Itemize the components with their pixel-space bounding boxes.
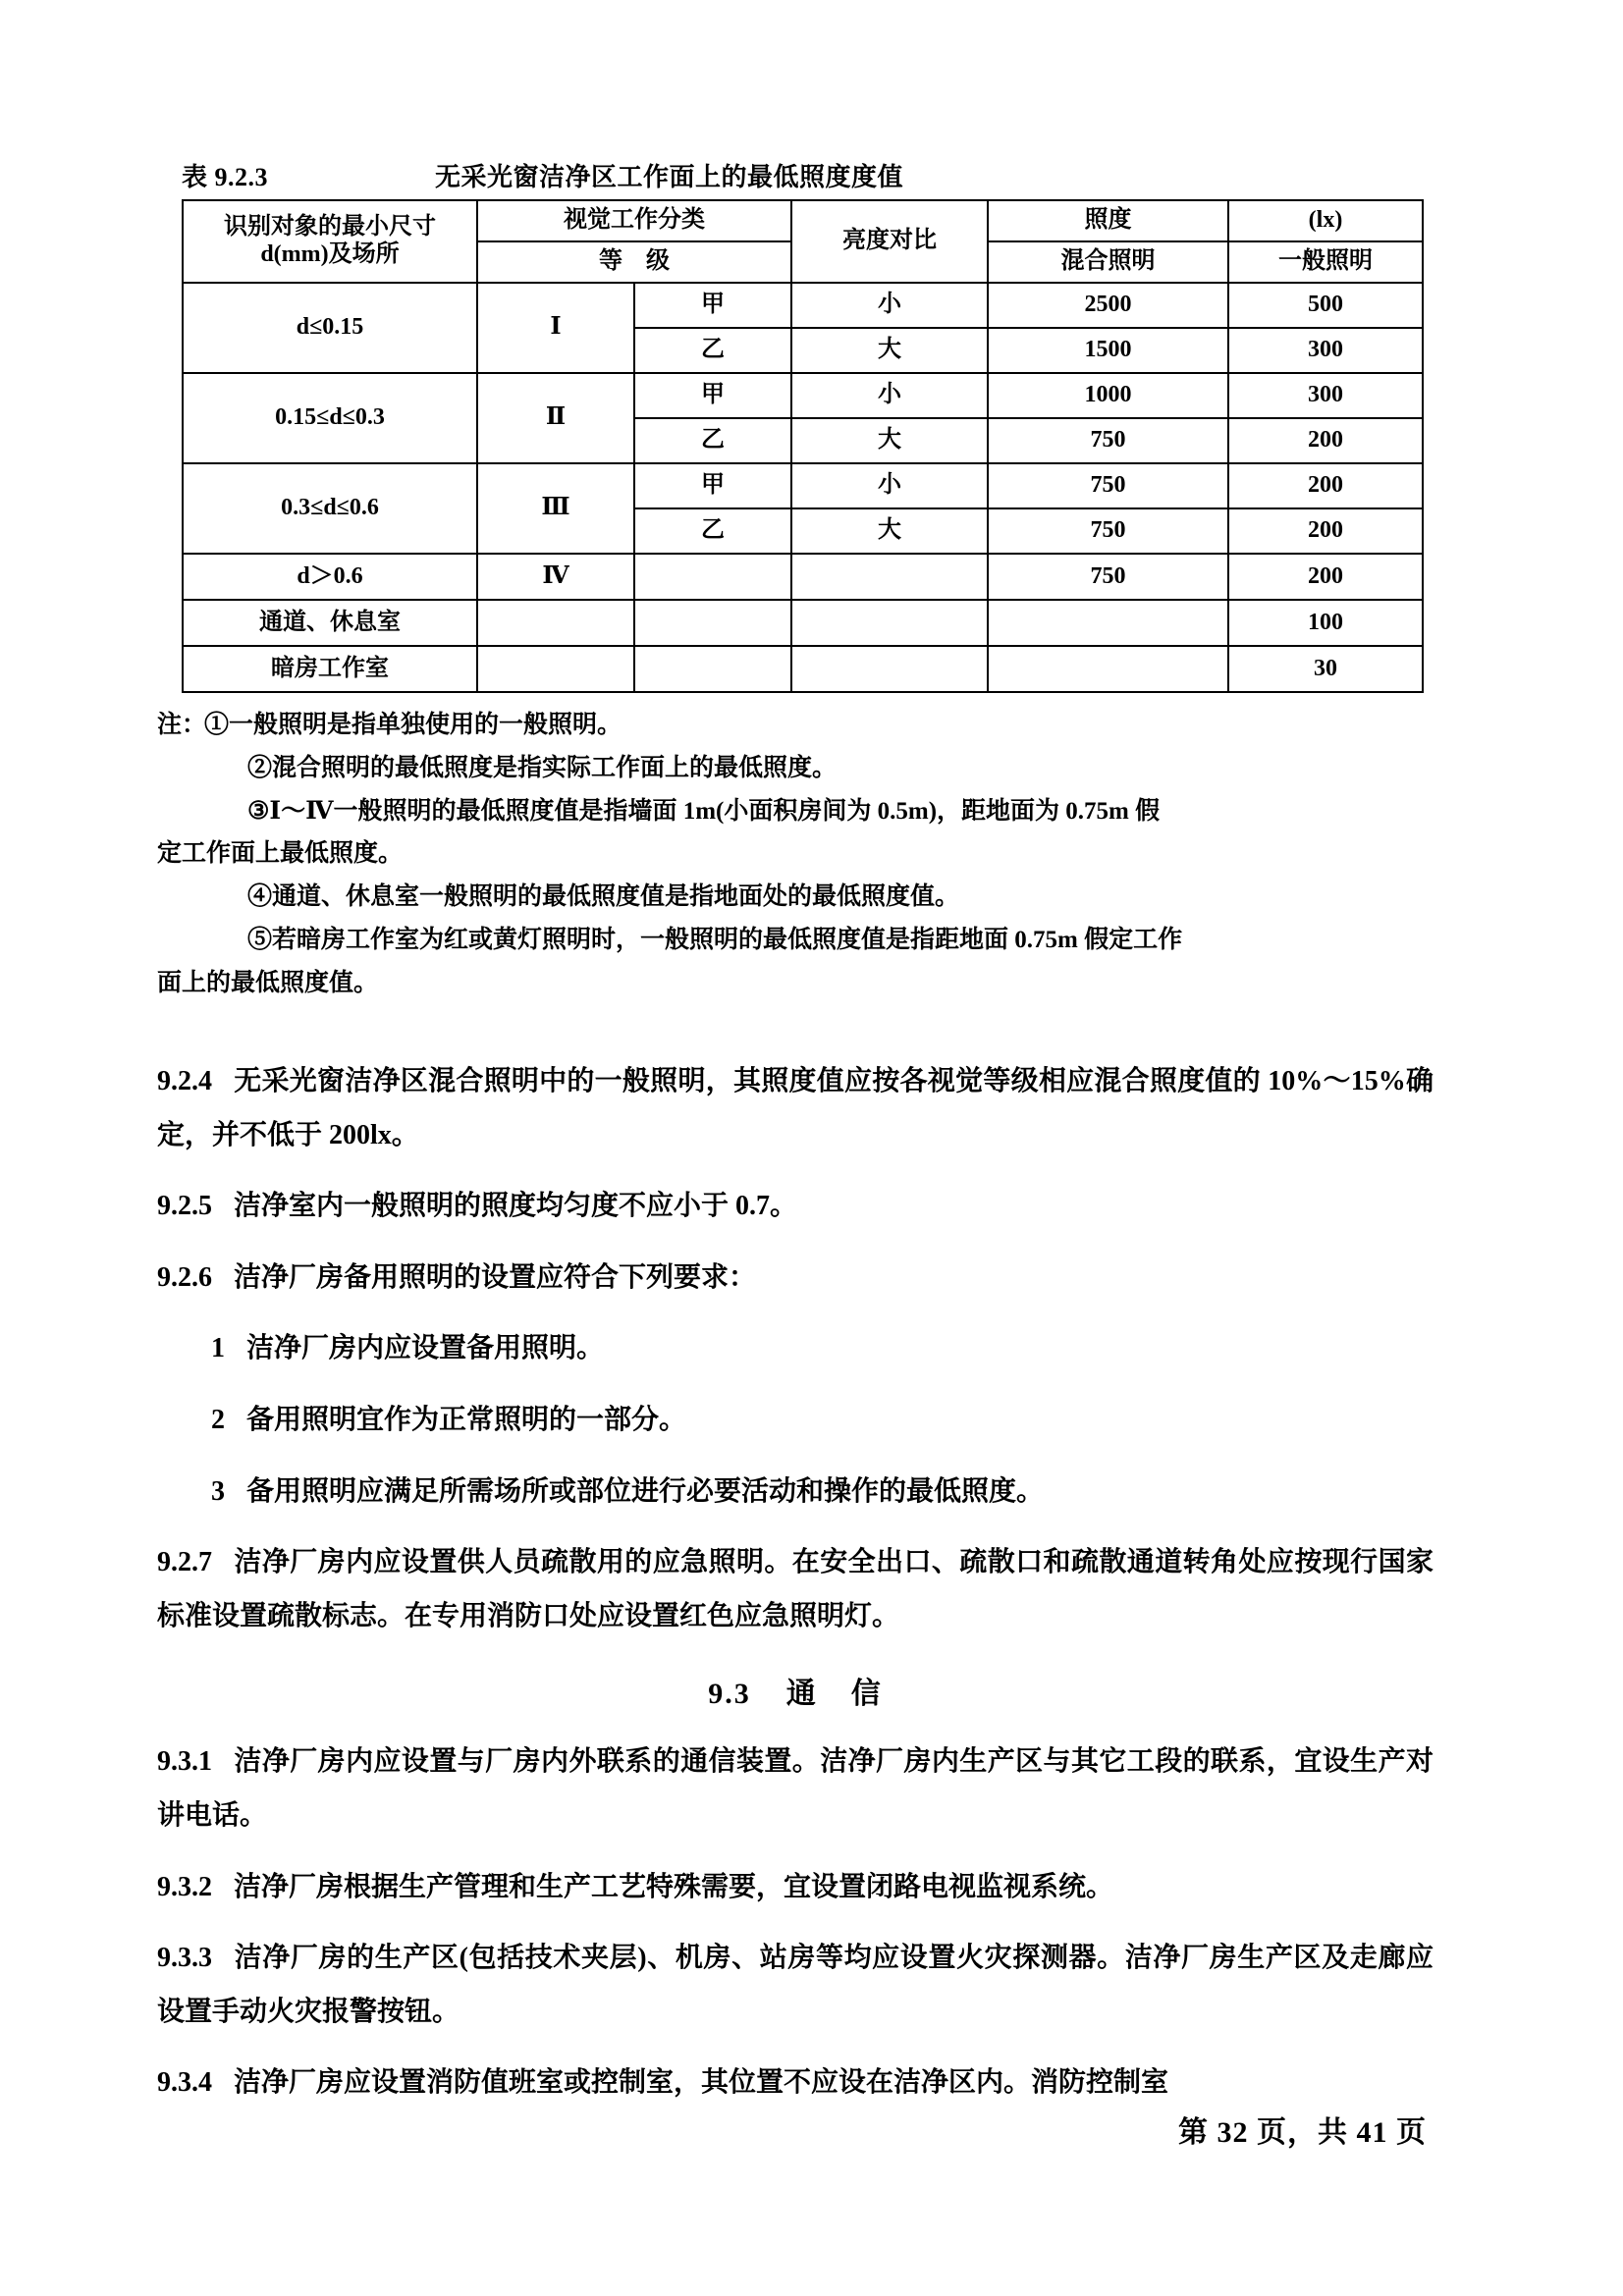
table-notes <box>157 704 1434 1004</box>
table-caption <box>182 157 1262 193</box>
table-row <box>183 283 1423 328</box>
table-header-row-1 <box>183 200 1423 241</box>
cell-general: 200 <box>1228 554 1423 600</box>
cell-grade: Ⅱ <box>477 373 634 463</box>
section-number: 9.3 <box>708 1678 751 1711</box>
item-3-number: 3 <box>211 1475 225 1507</box>
clause-9-3-4 <box>157 2056 1434 2110</box>
cell-mixed-b: 750 <box>988 508 1228 554</box>
header-general-lighting: 一般照明 <box>1228 241 1423 283</box>
note-1-text: ①一般照明是指单独使用的一般照明。 <box>204 712 622 738</box>
cell-contrast <box>791 600 988 646</box>
clause-9-2-7 <box>157 1536 1434 1643</box>
header-object-size-line2: d(mm)及场所 <box>260 241 400 267</box>
clause-9-2-6-item-2 <box>157 1394 1434 1448</box>
illuminance-table-wrapper <box>182 199 1422 693</box>
cell-mixed-a: 1000 <box>988 373 1228 418</box>
item-2-number: 2 <box>211 1404 225 1435</box>
cell-object-size: 暗房工作室 <box>183 646 477 692</box>
note-item-5: ⑤若暗房工作室为红或黄灯照明时，一般照明的最低照度值是指距地面 0.75m 假定工作 <box>247 926 1183 953</box>
cell-object-size: 0.3≤d≤0.6 <box>183 463 477 554</box>
section-heading-9-3 <box>157 1669 1434 1712</box>
cell-class <box>634 554 791 600</box>
table-caption-number: 表 9.2.3 <box>182 163 269 191</box>
cell-class-a: 甲 <box>634 373 791 418</box>
cell-general-a: 200 <box>1228 463 1423 508</box>
cell-grade <box>477 600 634 646</box>
header-object-size <box>183 200 477 283</box>
cell-mixed <box>988 646 1228 692</box>
item-1-number: 1 <box>211 1333 225 1364</box>
cell-general-b: 200 <box>1228 508 1423 554</box>
note-item-3: ③Ⅰ～Ⅳ一般照明的最低照度值是指墙面 1m(小面积房间为 0.5m)，距地面为 0.75m 假 <box>247 797 1161 825</box>
cell-general: 100 <box>1228 600 1423 646</box>
cell-mixed: 750 <box>988 554 1228 600</box>
note-item-1 <box>157 704 1434 747</box>
cell-contrast-a: 小 <box>791 373 988 418</box>
item-3-text: 备用照明应满足所需场所或部位进行必要活动和操作的最低照度。 <box>246 1475 1045 1507</box>
cell-mixed-b: 1500 <box>988 328 1228 373</box>
clause-9-2-5 <box>157 1180 1434 1234</box>
section-title-char-1: 通 <box>785 1678 818 1711</box>
clause-9-2-6-text: 洁净厂房备用照明的设置应符合下列要求： <box>234 1261 757 1293</box>
cell-contrast-b: 大 <box>791 418 988 463</box>
clause-9-2-5-text: 洁净室内一般照明的照度均匀度不应小于 0.7。 <box>234 1191 798 1222</box>
table-row <box>183 554 1423 600</box>
header-visual-class-group: 视觉工作分类 <box>477 200 791 241</box>
page-footer: 第 32 页，共 41 页 <box>1178 2116 1427 2149</box>
cell-grade: Ⅳ <box>477 554 634 600</box>
clause-9-3-3-text: 洁净厂房的生产区(包括技术夹层)、机房、站房等均应设置火灾探测器。洁净厂房生产区及走廊应设置手动火灾报警按钮。 <box>157 1943 1434 2027</box>
note-item-5-cont: 面上的最低照度值。 <box>157 969 379 996</box>
cell-grade: Ⅰ <box>477 283 634 373</box>
header-brightness-contrast: 亮度对比 <box>791 200 988 283</box>
note-item-2: ②混合照明的最低照度是指实际工作面上的最低照度。 <box>247 754 838 781</box>
header-mixed-lighting: 混合照明 <box>988 241 1228 283</box>
clause-9-3-1-text: 洁净厂房内应设置与厂房内外联系的通信装置。洁净厂房内生产区与其它工段的联系，宜设生产对讲电话。 <box>157 1746 1434 1831</box>
clause-9-3-4-text: 洁净厂房应设置消防值班室或控制室，其位置不应设在洁净区内。消防控制室 <box>234 2067 1169 2099</box>
table-row <box>183 463 1423 508</box>
clause-9-2-6-item-1 <box>157 1322 1434 1376</box>
clause-9-2-6 <box>157 1252 1434 1306</box>
cell-contrast-b: 大 <box>791 328 988 373</box>
clause-9-2-7-number: 9.2.7 <box>157 1547 212 1578</box>
item-2-text: 备用照明宜作为正常照明的一部分。 <box>246 1404 687 1435</box>
cell-general-a: 300 <box>1228 373 1423 418</box>
cell-class <box>634 600 791 646</box>
clause-9-3-2 <box>157 1861 1434 1915</box>
notes-label: 注： <box>157 712 207 738</box>
cell-object-size: d＞0.6 <box>183 554 477 600</box>
header-object-size-line1: 识别对象的最小尺寸 <box>224 214 436 240</box>
note-item-4: ④通道、休息室一般照明的最低照度值是指地面处的最低照度值。 <box>247 883 960 910</box>
cell-class-b: 乙 <box>634 418 791 463</box>
clause-9-2-5-number: 9.2.5 <box>157 1191 212 1222</box>
clause-9-2-4-text: 无采光窗洁净区混合照明中的一般照明，其照度值应按各视觉等级相应混合照度值的 10%～15%确定，并不低于 200lx。 <box>157 1066 1434 1150</box>
cell-object-size: d≤0.15 <box>183 283 477 373</box>
cell-contrast <box>791 646 988 692</box>
table-row <box>183 600 1423 646</box>
header-unit-lx: (lx) <box>1228 200 1423 241</box>
header-illuminance-group: 照度 <box>988 200 1228 241</box>
cell-contrast <box>791 554 988 600</box>
cell-general-a: 500 <box>1228 283 1423 328</box>
cell-class-b: 乙 <box>634 508 791 554</box>
table-caption-title: 无采光窗洁净区工作面上的最低照度度值 <box>435 163 904 191</box>
cell-object-size: 通道、休息室 <box>183 600 477 646</box>
cell-mixed-a: 2500 <box>988 283 1228 328</box>
note-item-3-cont: 定工作面上最低照度。 <box>157 840 404 868</box>
clause-9-2-4 <box>157 1055 1434 1162</box>
body-content <box>157 1055 1434 2110</box>
cell-general-b: 300 <box>1228 328 1423 373</box>
cell-contrast-a: 小 <box>791 463 988 508</box>
section-title-char-2: 信 <box>850 1678 883 1711</box>
clause-9-2-7-text: 洁净厂房内应设置供人员疏散用的应急照明。在安全出口、疏散口和疏散通道转角处应按现行国家标准设置疏散标志。在专用消防口处应设置红色应急照明灯。 <box>157 1547 1434 1631</box>
clause-9-3-4-number: 9.3.4 <box>157 2067 212 2099</box>
cell-class-b: 乙 <box>634 328 791 373</box>
clause-9-3-3 <box>157 1932 1434 2039</box>
clause-9-2-6-number: 9.2.6 <box>157 1261 212 1293</box>
cell-mixed-a: 750 <box>988 463 1228 508</box>
clause-9-3-2-number: 9.3.2 <box>157 1871 212 1902</box>
cell-grade: Ⅲ <box>477 463 634 554</box>
cell-general-b: 200 <box>1228 418 1423 463</box>
clause-9-2-6-item-3 <box>157 1466 1434 1520</box>
cell-class-a: 甲 <box>634 283 791 328</box>
cell-object-size: 0.15≤d≤0.3 <box>183 373 477 463</box>
clause-9-3-1-number: 9.3.1 <box>157 1746 212 1778</box>
clause-9-3-2-text: 洁净厂房根据生产管理和生产工艺特殊需要，宜设置闭路电视监视系统。 <box>234 1871 1114 1902</box>
table-row <box>183 373 1423 418</box>
cell-contrast-a: 小 <box>791 283 988 328</box>
cell-mixed <box>988 600 1228 646</box>
clause-9-3-1 <box>157 1735 1434 1842</box>
cell-general: 30 <box>1228 646 1423 692</box>
clause-9-2-4-number: 9.2.4 <box>157 1066 212 1096</box>
cell-grade <box>477 646 634 692</box>
illuminance-table <box>182 199 1424 693</box>
cell-contrast-b: 大 <box>791 508 988 554</box>
item-1-text: 洁净厂房内应设置备用照明。 <box>246 1333 605 1364</box>
header-grade: 等 级 <box>477 241 791 283</box>
cell-mixed-b: 750 <box>988 418 1228 463</box>
cell-class-a: 甲 <box>634 463 791 508</box>
table-row <box>183 646 1423 692</box>
cell-class <box>634 646 791 692</box>
clause-9-3-3-number: 9.3.3 <box>157 1943 212 1974</box>
